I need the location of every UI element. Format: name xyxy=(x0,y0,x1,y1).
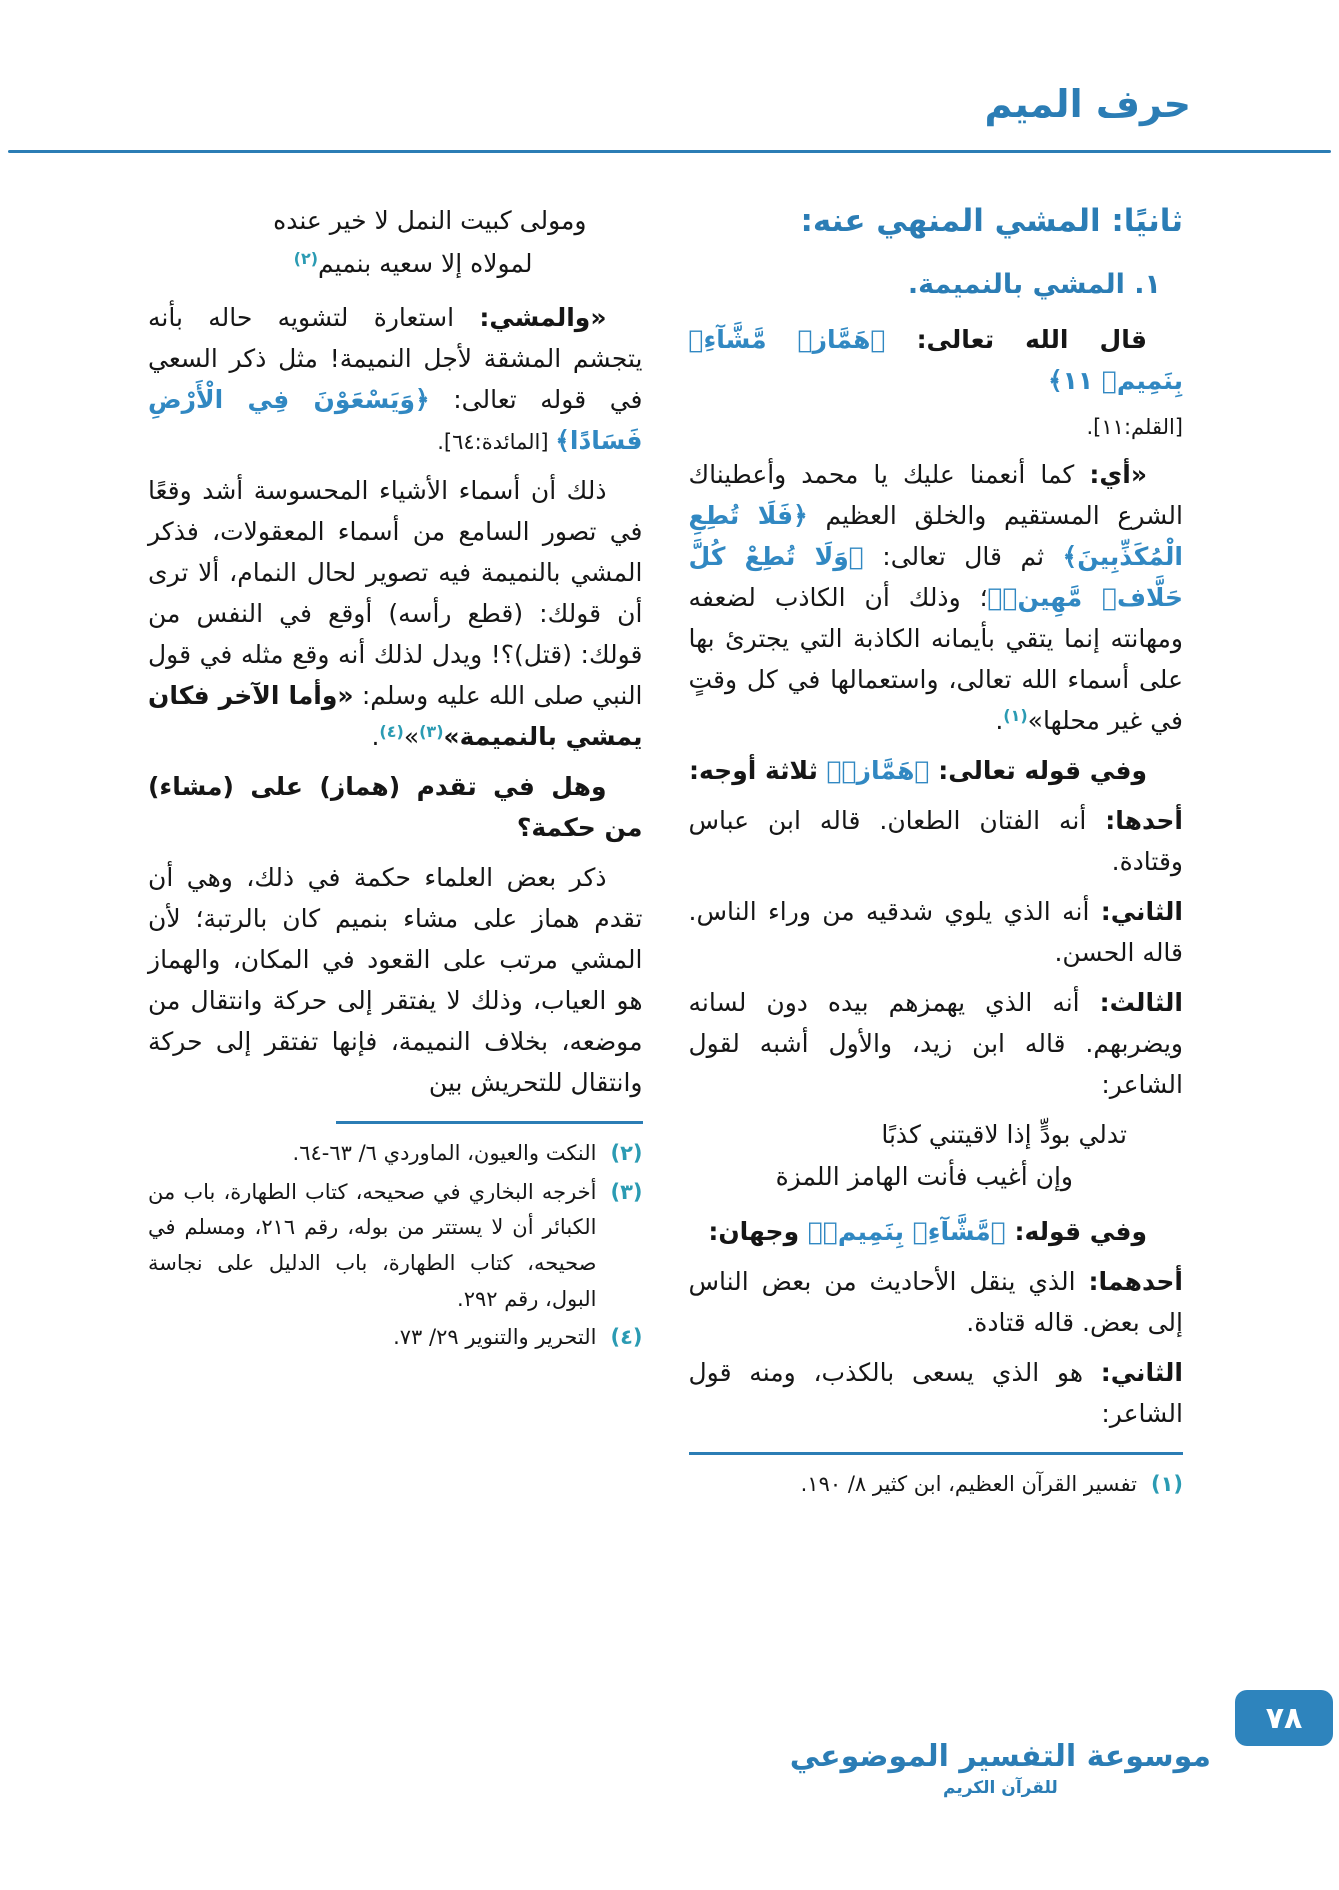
publisher-logo-subtitle: للقرآن الكريم xyxy=(943,1778,1058,1798)
footnote-divider xyxy=(336,1121,643,1124)
chapter-header: حرف الميم xyxy=(984,82,1191,126)
footnote-divider xyxy=(689,1452,1184,1455)
tafsir-text-1: كما أنعمنا عليك يا محمد وأعطيناك الشرع المستقيم والخلق العظيم xyxy=(688,459,1183,530)
hadith-quote: «وأما الآخر فكان يمشي بالنميمة» xyxy=(148,681,643,751)
poetry-line xyxy=(148,243,643,286)
aspect-three xyxy=(689,982,1184,1105)
footnotes-left xyxy=(148,1136,643,1356)
verse-paragraph xyxy=(689,319,1184,401)
aspects-intro xyxy=(689,750,1184,791)
aspect-three-text: أنه الذي يهمزهم بيده دون لسانه ويضربهم. قاله ابن زيد، والأول أشبه لقول الشاعر: xyxy=(688,987,1183,1099)
tafsir-text-end: . xyxy=(995,705,1004,735)
column-right xyxy=(689,196,1184,1505)
aspect-two xyxy=(689,891,1184,973)
meaning-two-label: الثاني: xyxy=(1100,1357,1183,1387)
footnote-marker: (٢) xyxy=(610,1141,643,1165)
subsection-heading: ١. المشي بالنميمة. xyxy=(907,268,1161,300)
quran-verse: ﴿مَّشَّآءِۭ بِنَمِيمٖ﴾ xyxy=(807,1216,1006,1246)
aspect-two-label: الثاني: xyxy=(1100,896,1183,926)
footnotes-right xyxy=(689,1467,1184,1503)
footnote xyxy=(689,1467,1184,1503)
publisher-logo-title: موسوعة التفسير الموضوعي xyxy=(789,1739,1211,1774)
poetry-line-text: لمولاه إلا سعيه بنميم xyxy=(318,248,533,278)
meaning-one-label: أحدهما: xyxy=(1088,1266,1183,1296)
meaning-two xyxy=(689,1352,1184,1434)
footnote-reference: (١) xyxy=(1003,705,1028,725)
footnote-text: النكت والعيون، الماوردي ٦/ ٦٣-٦٤. xyxy=(292,1141,597,1165)
aspect-one xyxy=(689,800,1184,882)
poetry-couplet xyxy=(148,200,643,285)
section-heading: ثانيًا: المشي المنهي عنه: xyxy=(800,203,1183,239)
saying-tail: وجهان: xyxy=(708,1216,808,1246)
walking-lead: «والمشي: xyxy=(479,303,607,332)
text-columns xyxy=(148,196,1183,1505)
column-left xyxy=(148,196,643,1359)
wisdom-answer: ذكر بعض العلماء حكمة في ذلك، وهي أن تقدم هماز على مشاء بنميم كان بالرتبة؛ لأن المشي مرتب على القعود في المكان، والهماز هو العياب، وذلك لا يفتقر إلى حركة وانتقال من موضعه، بخلاف النميمة، فإنها تفتقر إلى حركة وانتقال للتحريش بين xyxy=(148,863,643,1097)
ayah-reference: [القلم:١١]. xyxy=(1086,415,1183,440)
tafsir-text-2: ثم قال تعالى: xyxy=(863,541,1063,571)
footnote-text: تفسير القرآن العظيم، ابن كثير ٨/ ١٩٠. xyxy=(800,1471,1137,1496)
walking-text: استعارة لتشويه حاله بأنه يتجشم المشقة لأجل النميمة! مثل ذكر السعي في قوله تعالى: xyxy=(148,303,643,414)
names-paragraph xyxy=(148,470,643,757)
aspect-three-label: الثالث: xyxy=(1099,987,1183,1017)
footnote xyxy=(148,1320,643,1356)
header-divider xyxy=(8,150,1331,153)
footnote-reference: (٤) xyxy=(379,722,404,741)
meaning-two-text: هو الذي يسعى بالكذب، ومنه قول الشاعر: xyxy=(688,1357,1183,1428)
footnote xyxy=(148,1175,643,1318)
publisher-logo xyxy=(790,1739,1211,1798)
tafsir-paragraph xyxy=(689,454,1184,741)
footnote xyxy=(148,1136,643,1172)
quran-verse: ﴿فَلَا تُطِعِ الْمُكَذِّبِينَ﴾ xyxy=(688,500,1183,571)
aspect-two-text: أنه الذي يلوي شدقيه من وراء الناس. قاله الحسن. xyxy=(688,896,1183,967)
poetry-line: وإن أغيب فأنت الهامز اللمزة xyxy=(775,1162,1073,1192)
saying-lead: وفي قوله: xyxy=(1005,1216,1147,1246)
poetry-line: تدلي بودٍّ إذا لاقيتني كذبًا xyxy=(881,1119,1127,1149)
footnote-marker: (١) xyxy=(1150,1471,1183,1496)
meaning-one xyxy=(689,1261,1184,1343)
footnote-marker: (٤) xyxy=(610,1325,643,1350)
footnote-text: أخرجه البخاري في صحيحه، كتاب الطهارة، باب من الكبائر أن لا يستتر من بوله، رقم ٢١٦، ومسلم في صحيحه، كتاب الطهارة، باب الدليل على نجاسة البول، رقم ٢٩٢. xyxy=(148,1179,597,1311)
names-end: . xyxy=(371,722,380,751)
quran-verse: ﴿وَلَا تُطِعْ كُلَّ حَلَّافٖ مَّهِينٖ﴾ xyxy=(688,541,1183,612)
closing-quote: » xyxy=(403,722,420,751)
meaning-one-text: الذي ينقل الأحاديث من بعض الناس إلى بعض. قاله قتادة. xyxy=(688,1266,1183,1337)
poetry-line: ومولى كبيت النمل لا خير عنده xyxy=(273,206,587,235)
aspect-one-text: أنه الفتان الطعان. قاله ابن عباس وقتادة. xyxy=(688,805,1183,876)
tafsir-lead: «أي: xyxy=(1089,459,1147,489)
aspects-tail: ثلاثة أوجه: xyxy=(689,755,827,785)
footnote-marker: (٣) xyxy=(610,1179,643,1204)
walking-metaphor-paragraph xyxy=(148,297,643,461)
ayah-reference: [المائدة:٦٤]. xyxy=(437,430,556,454)
aspects-lead: وفي قوله تعالى: xyxy=(929,755,1147,785)
saying-intro xyxy=(689,1211,1184,1252)
quran-verse: ﴿هَمَّازٖ مَّشَّآءِۭ بِنَمِيمٖ ١١﴾ xyxy=(688,325,1183,396)
page-number-badge: ٧٨ xyxy=(1235,1690,1333,1746)
footnote-reference: (٣) xyxy=(419,722,444,741)
wisdom-question: وهل في تقدم (هماز) على (مشاء) من حكمة؟ xyxy=(148,772,643,842)
verse-lead: قال الله تعالى: xyxy=(885,325,1147,355)
footnote-text: التحرير والتنوير ٢٩/ ٧٣. xyxy=(393,1325,597,1350)
names-text: ذلك أن أسماء الأشياء المحسوسة أشد وقعًا في تصور السامع من أسماء المعقولات، فذكر المشي بالنميمة فيه تصوير لحال النمام، ألا ترى أن قولك: (قطع رأسه) أوقع في النفس من قولك: (قتل)؟! ويدل لذلك أنه وقع مثله في قول النبي صلى الله عليه وسلم: xyxy=(148,476,643,710)
quran-verse: ﴿هَمَّازٖ﴾ xyxy=(826,755,930,785)
footnote-reference: (٢) xyxy=(293,248,319,268)
quran-verse: ﴿وَيَسْعَوْنَ فِي الْأَرْضِ فَسَادًا﴾ xyxy=(148,385,643,455)
poetry-couplet xyxy=(689,1114,1184,1199)
aspect-one-label: أحدها: xyxy=(1105,805,1183,835)
tafsir-text-3: ؛ وذلك أن الكاذب لضعفه ومهانته إنما يتقي بأيمانه الكاذبة التي يجترئ بها على أسماء الله تعالى، واستعمالها في كل وقتٍ في غير محلها» xyxy=(688,582,1183,735)
